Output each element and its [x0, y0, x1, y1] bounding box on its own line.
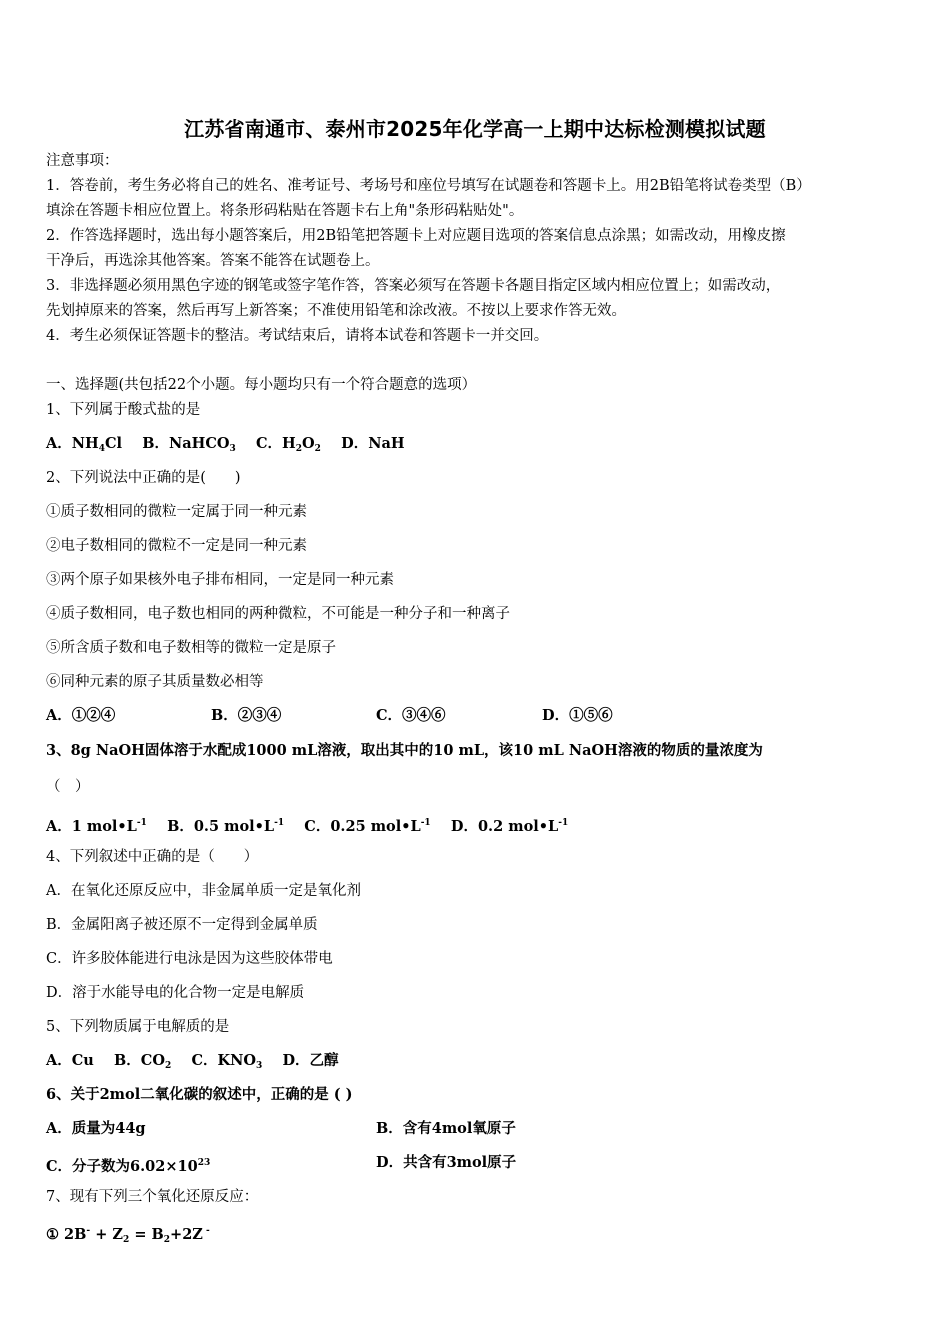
- question-1-options: [46, 434, 916, 459]
- option-c: C．$H_2O_2$: [256, 435, 321, 454]
- option-c: C．$KNO_3$: [191, 1052, 263, 1071]
- option-a: A．在氧化还原反应中，非金属单质一定是氧化剂: [46, 883, 361, 899]
- option-b: B．金属阳离子被还原不一定得到金属单质: [46, 917, 318, 933]
- option-d: D．共含有3mol原子: [376, 1154, 517, 1171]
- statement-item: ④质子数相同，电子数也相同的两种微粒，不可能是一种分子和一种离子: [46, 606, 510, 622]
- option-b: B．0.5 $mol•L^{-1}$: [167, 818, 285, 835]
- option-b: B．$CO_2$: [114, 1052, 172, 1071]
- statement-item: ③两个原子如果核外电子排布相同，一定是同一种元素: [46, 572, 394, 588]
- section-heading: 一、选择题(共包括22个小题。每小题均只有一个符合题意的选项）: [46, 377, 477, 393]
- option-d: D．乙醇: [282, 1052, 339, 1069]
- notice-line: 1．答卷前，考生务必将自己的姓名、准考证号、考场号和座位号填写在试题卷和答题卡上。用2B铅笔将试卷类型（B）: [46, 178, 811, 194]
- option-a: A．$NH_4Cl$: [46, 435, 123, 454]
- option-b: B．含有4mol氧原子: [376, 1120, 516, 1137]
- question-3-options: [46, 813, 916, 837]
- question-5-options: [46, 1051, 916, 1076]
- question-1-stem: 1、下列属于酸式盐的是: [46, 402, 201, 418]
- question-3-paren: （ ）: [46, 779, 90, 795]
- option-c: C．分子数为$6.02\times 10^{23}$: [46, 1158, 211, 1175]
- question-2-stem: 2、下列说法中正确的是( ): [46, 470, 241, 486]
- option-d: D．0.2 $mol•L^{-1}$: [450, 818, 569, 835]
- page-title: 江苏省南通市、泰州市2025年化学高一上期中达标检测模拟试题: [184, 117, 766, 141]
- option-c: C．许多胶体能进行电泳是因为这些胶体带电: [46, 951, 333, 967]
- option-d: D．NaH: [341, 435, 405, 452]
- notice-line: 先划掉原来的答案，然后再写上新答案；不准使用铅笔和涂改液。不按以上要求作答无效。: [46, 303, 626, 319]
- option-c: C．0.25 $mol•L^{-1}$: [304, 818, 431, 835]
- question-7-stem: 7、现有下列三个氧化还原反应：: [46, 1189, 259, 1205]
- notice-line: 干净后，再选涂其他答案。答案不能答在试题卷上。: [46, 253, 380, 269]
- notice-line: 2．作答选择题时，选出每小题答案后，用2B铅笔把答题卡上对应题目选项的答案信息点涂黑；如需改动，用橡皮擦: [46, 228, 786, 244]
- question-5-stem: 5、下列物质属于电解质的是: [46, 1019, 230, 1035]
- option-b: B．NaHCO$_3$: [142, 435, 236, 454]
- option-a: A．①②④: [46, 707, 116, 724]
- option-d: D．①⑤⑥: [542, 707, 613, 724]
- notice-heading: 注意事项：: [46, 153, 119, 169]
- option-a: A．1 $mol•L^{-1}$: [46, 818, 147, 835]
- statement-item: ②电子数相同的微粒不一定是同一种元素: [46, 538, 307, 554]
- reaction-1: ① $2B^- + Z_2 = B_2+2Z$ -: [46, 1226, 210, 1245]
- statement-item: ⑤所含质子数和电子数相等的微粒一定是原子: [46, 640, 336, 656]
- option-d: D．溶于水能导电的化合物一定是电解质: [46, 985, 305, 1001]
- question-6-stem: 6、关于2mol二氧化碳的叙述中，正确的是 ( ): [46, 1086, 353, 1103]
- notice-line: 4．考生必须保证答题卡的整洁。考试结束后，请将本试卷和答题卡一并交回。: [46, 328, 549, 344]
- statement-item: ①质子数相同的微粒一定属于同一种元素: [46, 504, 307, 520]
- notice-line: 3．非选择题必须用黑色字迹的钢笔或签字笔作答，答案必须写在答题卡各题目指定区域内相应位置上；如需改动，: [46, 278, 781, 294]
- option-a: A．Cu: [46, 1052, 94, 1069]
- statement-item: ⑥同种元素的原子其质量数必相等: [46, 674, 264, 690]
- option-a: A．质量为44g: [46, 1120, 146, 1137]
- question-3-stem: 3、8g NaOH固体溶于水配成1000 mL溶液，取出其中的10 mL，该10 mL NaOH溶液的物质的量浓度为: [46, 742, 763, 759]
- option-c: C．③④⑥: [376, 707, 446, 724]
- question-4-stem: 4、下列叙述中正确的是（ ）: [46, 849, 259, 865]
- option-b: B．②③④: [211, 707, 282, 724]
- notice-line: 填涂在答题卡相应位置上。将条形码粘贴在答题卡右上角"条形码粘贴处"。: [46, 203, 524, 219]
